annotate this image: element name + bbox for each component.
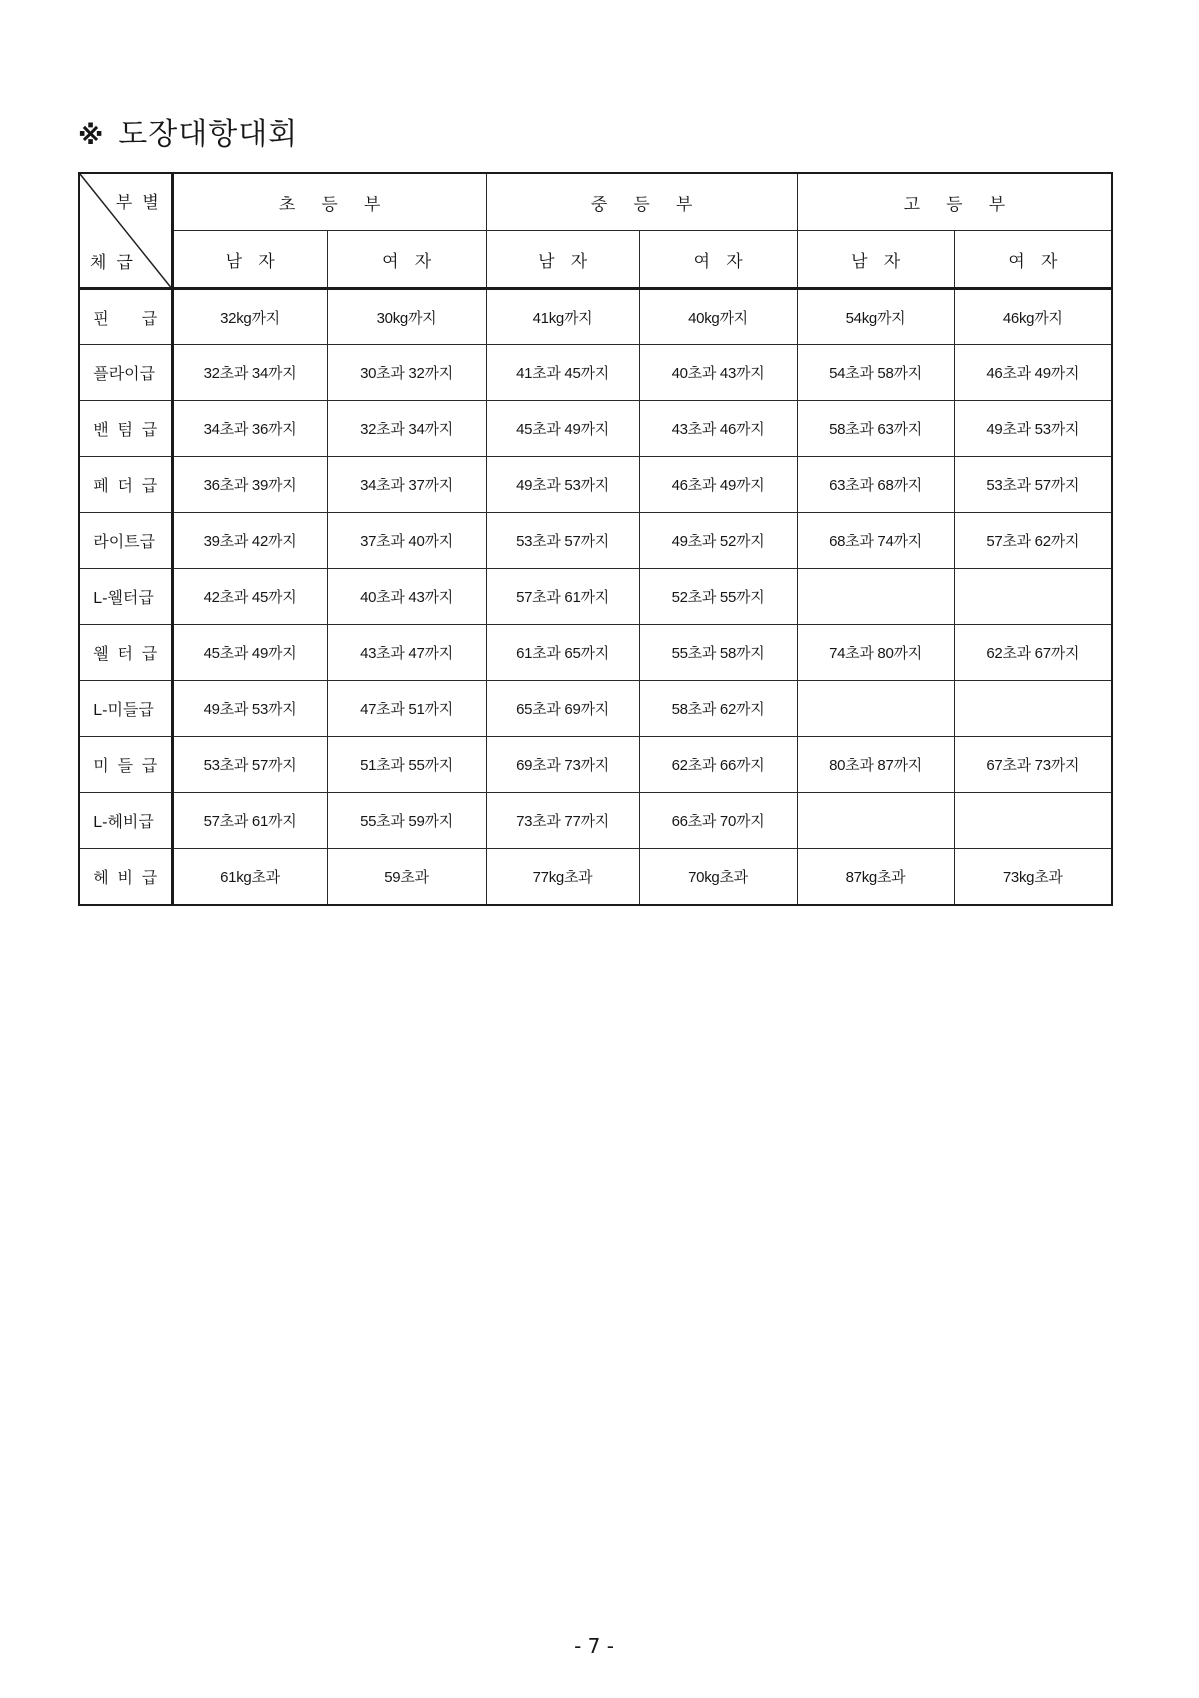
- weight-range-cell: 49초과 53까지: [172, 681, 327, 737]
- weight-range-cell: 41초과 45까지: [486, 345, 639, 401]
- weight-range-cell: 57초과 62까지: [954, 513, 1112, 569]
- weight-class-label: 헤 비 급: [93, 869, 158, 887]
- weight-class-label: 미 들 급: [93, 758, 158, 775]
- weight-range-cell: 55초과 59까지: [327, 793, 486, 849]
- subheader-male: 남 자: [797, 231, 954, 289]
- weight-range-cell: 61kg초과: [172, 849, 327, 905]
- weight-range-cell: 32초과 34까지: [172, 345, 327, 401]
- weight-class-label-cell: [79, 289, 172, 345]
- weight-range-cell: 37초과 40까지: [327, 513, 486, 569]
- weight-class-label-cell: [79, 345, 172, 401]
- weight-range-cell: 41kg까지: [486, 289, 639, 345]
- weight-range-cell: 87kg초과: [797, 849, 954, 905]
- weight-range-cell: [797, 569, 954, 625]
- weight-range-cell: 63초과 68까지: [797, 457, 954, 513]
- table-row: [79, 569, 1112, 625]
- weight-range-cell: 42초과 45까지: [172, 569, 327, 625]
- weight-range-cell: 46초과 49까지: [954, 345, 1112, 401]
- weight-range-cell: 58초과 63까지: [797, 401, 954, 457]
- weight-range-cell: [954, 569, 1112, 625]
- weight-range-cell: 68초과 74까지: [797, 513, 954, 569]
- division-header: 부 별: [115, 193, 159, 212]
- weight-range-cell: 53초과 57까지: [954, 457, 1112, 513]
- weight-class-label-cell: [79, 401, 172, 457]
- weight-class-label: 밴 텀 급: [93, 422, 158, 439]
- weight-range-cell: 40초과 43까지: [327, 569, 486, 625]
- weight-class-label-cell: [79, 849, 172, 905]
- weight-range-cell: 73초과 77까지: [486, 793, 639, 849]
- weight-range-cell: 36초과 39까지: [172, 457, 327, 513]
- weight-range-cell: 40kg까지: [639, 289, 797, 345]
- weight-range-cell: 53초과 57까지: [172, 737, 327, 793]
- weight-range-cell: 58초과 62까지: [639, 681, 797, 737]
- weight-range-cell: 77kg초과: [486, 849, 639, 905]
- weight-range-cell: 34초과 37까지: [327, 457, 486, 513]
- table-row: [79, 737, 1112, 793]
- weight-range-cell: 54초과 58까지: [797, 345, 954, 401]
- weight-range-cell: [797, 681, 954, 737]
- header-row-divisions: [79, 173, 1112, 231]
- weight-class-table: [78, 172, 1113, 906]
- weight-range-cell: 74초과 80까지: [797, 625, 954, 681]
- weight-range-cell: 34초과 36까지: [172, 401, 327, 457]
- weight-range-cell: 47초과 51까지: [327, 681, 486, 737]
- weight-range-cell: 69초과 73까지: [486, 737, 639, 793]
- weight-range-cell: 45초과 49까지: [172, 625, 327, 681]
- section-title-text: 도장대항대회: [118, 117, 299, 152]
- reference-mark: ※: [78, 121, 105, 151]
- table-row: [79, 681, 1112, 737]
- table-row: [79, 625, 1112, 681]
- weight-range-cell: 49초과 53까지: [486, 457, 639, 513]
- table-row: [79, 289, 1112, 345]
- weight-class-label-cell: [79, 569, 172, 625]
- header-row-gender: [79, 231, 1112, 289]
- weight-range-cell: [797, 793, 954, 849]
- weight-range-cell: 54kg까지: [797, 289, 954, 345]
- group-header-high: 고 등 부: [797, 173, 1112, 231]
- weight-range-cell: 52초과 55까지: [639, 569, 797, 625]
- weight-range-cell: 45초과 49까지: [486, 401, 639, 457]
- weight-range-cell: 51초과 55까지: [327, 737, 486, 793]
- weight-range-cell: 66초과 70까지: [639, 793, 797, 849]
- weight-range-cell: 57초과 61까지: [172, 793, 327, 849]
- subheader-female: 여 자: [954, 231, 1112, 289]
- table-row: [79, 793, 1112, 849]
- weight-range-cell: 80초과 87까지: [797, 737, 954, 793]
- weight-range-cell: 30kg까지: [327, 289, 486, 345]
- weight-range-cell: 43초과 47까지: [327, 625, 486, 681]
- weight-range-cell: 30초과 32까지: [327, 345, 486, 401]
- weight-range-cell: 57초과 61까지: [486, 569, 639, 625]
- weight-range-cell: 49초과 52까지: [639, 513, 797, 569]
- subheader-male: 남 자: [172, 231, 327, 289]
- weight-range-cell: 59초과: [327, 849, 486, 905]
- weight-range-cell: 46초과 49까지: [639, 457, 797, 513]
- table-row: [79, 401, 1112, 457]
- table-row: [79, 457, 1112, 513]
- group-header-middle: 중 등 부: [486, 173, 797, 231]
- weight-class-label: L-헤비급: [93, 814, 154, 831]
- weight-class-label: 페 더 급: [93, 478, 158, 495]
- weight-range-cell: 65초과 69까지: [486, 681, 639, 737]
- weight-range-cell: 32초과 34까지: [327, 401, 486, 457]
- header-corner-cell: [79, 173, 172, 289]
- weight-class-header: 체 급: [90, 253, 133, 272]
- weight-class-label: 플라이급: [93, 366, 156, 383]
- weight-range-cell: [954, 793, 1112, 849]
- weight-class-label-cell: [79, 625, 172, 681]
- weight-class-label: 웰 터 급: [93, 646, 158, 663]
- weight-range-cell: 43초과 46까지: [639, 401, 797, 457]
- weight-range-cell: 40초과 43까지: [639, 345, 797, 401]
- weight-class-label-cell: [79, 737, 172, 793]
- weight-range-cell: 46kg까지: [954, 289, 1112, 345]
- section-title: [78, 112, 298, 159]
- table-row: [79, 345, 1112, 401]
- weight-range-cell: 62초과 67까지: [954, 625, 1112, 681]
- table-row: [79, 849, 1112, 905]
- weight-class-label-cell: [79, 513, 172, 569]
- weight-class-label: L-웰터급: [93, 590, 154, 607]
- weight-range-cell: 62초과 66까지: [639, 737, 797, 793]
- table-row: [79, 513, 1112, 569]
- weight-range-cell: 61초과 65까지: [486, 625, 639, 681]
- group-header-elementary: 초 등 부: [172, 173, 486, 231]
- weight-range-cell: 70kg초과: [639, 849, 797, 905]
- weight-class-label: 핀 급: [93, 310, 158, 328]
- weight-class-label-cell: [79, 457, 172, 513]
- weight-range-cell: 67초과 73까지: [954, 737, 1112, 793]
- weight-range-cell: 49초과 53까지: [954, 401, 1112, 457]
- weight-class-label-cell: [79, 793, 172, 849]
- weight-range-cell: [954, 681, 1112, 737]
- page-number: - 7 -: [574, 1634, 614, 1658]
- weight-class-label-cell: [79, 681, 172, 737]
- weight-range-cell: 39초과 42까지: [172, 513, 327, 569]
- weight-class-label: L-미들급: [93, 702, 154, 719]
- weight-range-cell: 32kg까지: [172, 289, 327, 345]
- subheader-male: 남 자: [486, 231, 639, 289]
- weight-range-cell: 55초과 58까지: [639, 625, 797, 681]
- weight-class-label: 라이트급: [93, 534, 156, 551]
- weight-range-cell: 53초과 57까지: [486, 513, 639, 569]
- weight-range-cell: 73kg초과: [954, 849, 1112, 905]
- subheader-female: 여 자: [639, 231, 797, 289]
- subheader-female: 여 자: [327, 231, 486, 289]
